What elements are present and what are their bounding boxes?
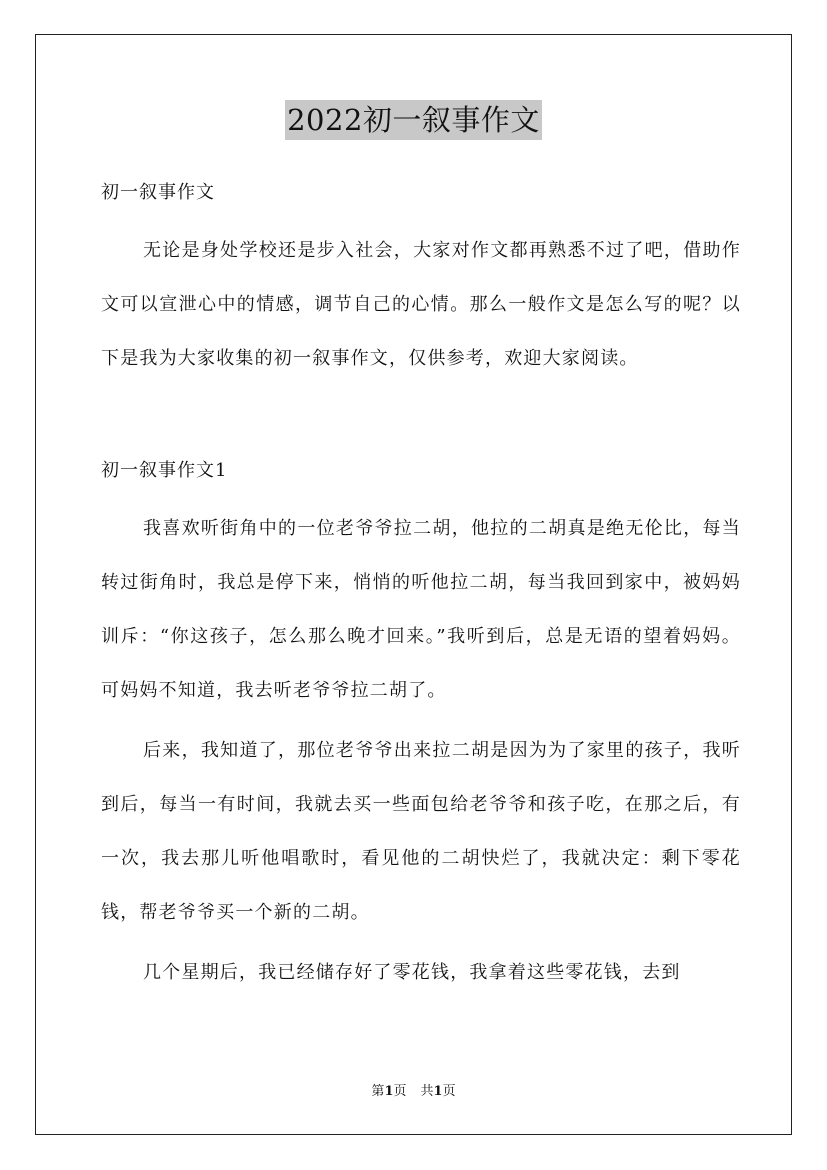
page-footer xyxy=(0,1083,827,1101)
total-label-suffix: 页 xyxy=(442,1084,456,1099)
document-body xyxy=(101,178,741,1000)
intro-paragraph: 无论是身处学校还是步入社会，大家对作文都再熟悉不过了吧，借助作文可以宣泄心中的情感，调节自己的心情。那么一般作文是怎么写的呢？以下是我为大家收集的初一叙事作文，仅供参考，欢迎大家阅读。 xyxy=(101,240,741,369)
essay-paragraph: 我喜欢听街角中的一位老爷爷拉二胡，他拉的二胡真是绝无伦比，每当转过街角时，我总是停下来，悄悄的听他拉二胡，每当我回到家中，被妈妈训斥：“你这孩子，怎么那么晚才回来。”我听到后，总是无语的望着妈妈。可妈妈不知道，我去听老爷爷拉二胡了。 xyxy=(101,518,741,701)
page-label-prefix: 第 xyxy=(371,1084,385,1099)
title-container xyxy=(0,100,827,140)
section-heading-essay-1: 初一叙事作文1 xyxy=(101,460,228,481)
total-pages: 1 xyxy=(433,1084,443,1099)
document-title: 2022初一叙事作文 xyxy=(285,100,542,140)
essay-paragraph: 几个星期后，我已经储存好了零花钱，我拿着这些零花钱，去到 xyxy=(143,962,681,983)
section-heading-intro: 初一叙事作文 xyxy=(101,182,215,203)
page-label-suffix: 页 xyxy=(393,1084,407,1099)
page-number: 1 xyxy=(384,1084,394,1099)
essay-paragraph: 后来，我知道了，那位老爷爷出来拉二胡是因为为了家里的孩子，我听到后，每当一有时间，我就去买一些面包给老爷爷和孩子吃，在那之后，有一次，我去那儿听他唱歌时，看见他的二胡快烂了，我就决定：剩下零花钱，帮老爷爷买一个新的二胡。 xyxy=(101,740,741,923)
total-label-prefix: 共 xyxy=(420,1084,434,1099)
